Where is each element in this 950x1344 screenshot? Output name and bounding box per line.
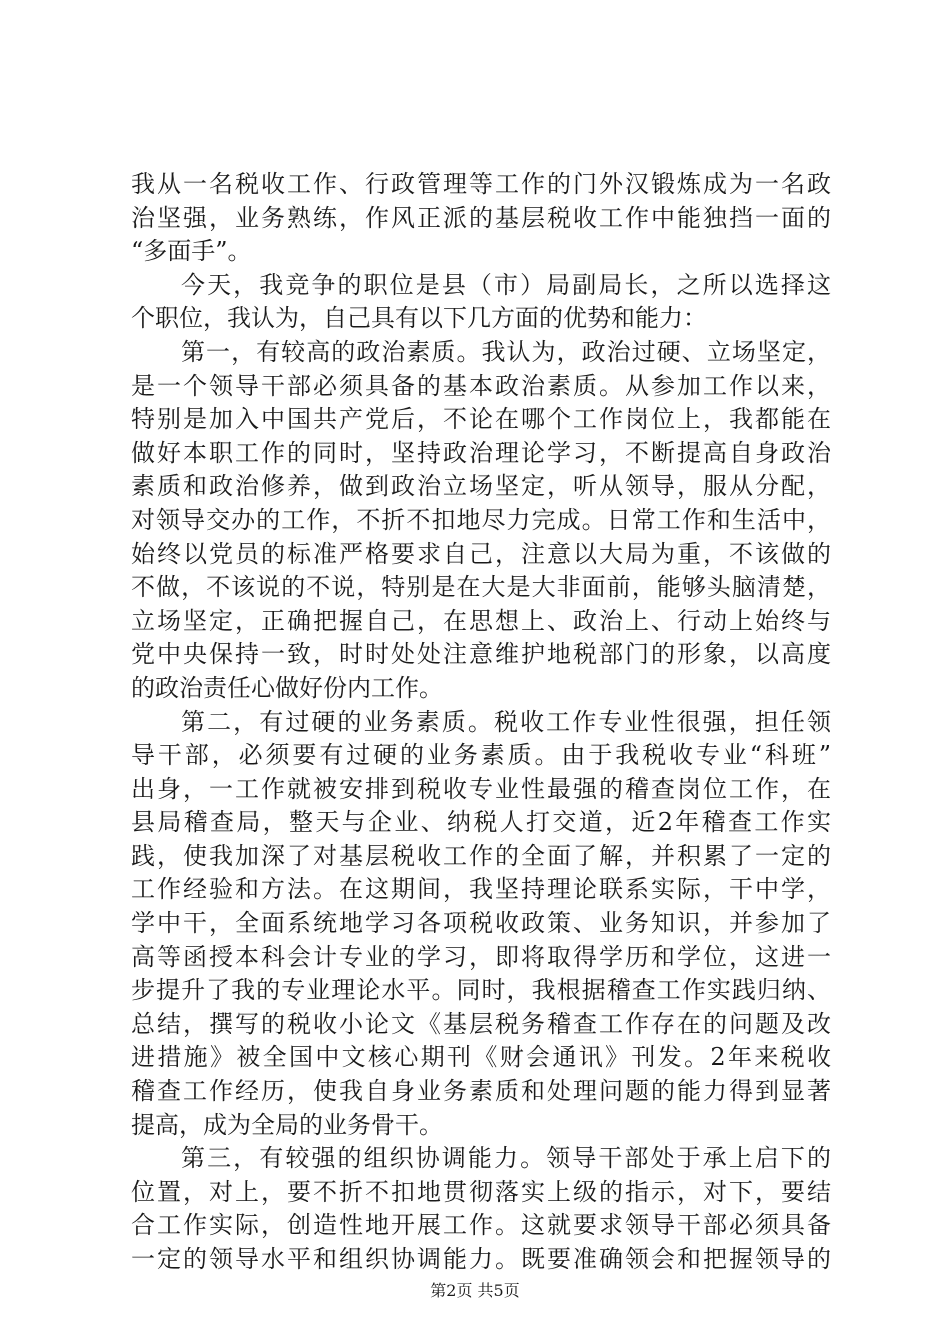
- text-line: 对领导交办的工作，不折不扣地尽力完成。日常工作和生活中，: [131, 505, 831, 534]
- text-line: 步提升了我的专业理论水平。同时，我根据稽查工作实践归纳、: [131, 976, 831, 1005]
- text-line: 位置，对上，要不折不扣地贯彻落实上级的指示，对下，要结: [131, 1177, 831, 1206]
- text-line: 党中央保持一致，时时处处注意维护地税部门的形象，以高度: [131, 640, 831, 669]
- text-line: 是一个领导干部必须具备的基本政治素质。从参加工作以来，: [131, 371, 831, 400]
- text-line: 出身，一工作就被安排到税收专业性最强的稽查岗位工作，在: [131, 774, 831, 803]
- text-line: 进措施》被全国中文核心期刊《财会通讯》刊发。2年来税收: [131, 1043, 831, 1072]
- text-line: 工作经验和方法。在这期间，我坚持理论联系实际，干中学，: [131, 875, 831, 904]
- text-line: 始终以党员的标准严格要求自己，注意以大局为重，不该做的: [131, 539, 831, 568]
- text-line: 践，使我加深了对基层税收工作的全面了解，并积累了一定的: [131, 841, 831, 870]
- text-line: 第二，有过硬的业务素质。税收工作专业性很强，担任领: [181, 707, 831, 736]
- text-line: 总结，撰写的税收小论文《基层税务稽查工作存在的问题及改: [131, 1009, 831, 1038]
- body-text: [131, 168, 831, 1277]
- text-line: “多面手”。: [131, 237, 252, 266]
- text-line: 县局稽查局，整天与企业、纳税人打交道，近2年稽查工作实: [131, 808, 831, 837]
- text-line: 的政治责任心做好份内工作。: [131, 673, 443, 702]
- text-line: 第一，有较高的政治素质。我认为，政治过硬、立场坚定，: [181, 337, 831, 366]
- text-line: 治坚强，业务熟练，作风正派的基层税收工作中能独挡一面的: [131, 203, 831, 232]
- text-line: 做好本职工作的同时，坚持政治理论学习，不断提高自身政治: [131, 438, 831, 467]
- text-line: 不做，不该说的不说，特别是在大是大非面前，能够头脑清楚，: [131, 573, 831, 602]
- text-line: 特别是加入中国共产党后，不论在哪个工作岗位上，我都能在: [131, 405, 831, 434]
- text-line: 提高，成为全局的业务骨干。: [131, 1110, 443, 1139]
- text-line: 我从一名税收工作、行政管理等工作的门外汉锻炼成为一名政: [131, 170, 831, 198]
- text-line: 素质和政治修养，做到政治立场坚定，听从领导，服从分配，: [131, 472, 831, 501]
- text-line: 高等函授本科会计专业的学习，即将取得学历和学位，这进一: [131, 942, 831, 971]
- text-line: 学中干，全面系统地学习各项税收政策、业务知识，并参加了: [131, 909, 831, 938]
- text-line: 立场坚定，正确把握自己，在思想上、政治上、行动上始终与: [131, 606, 831, 635]
- text-line: 合工作实际，创造性地开展工作。这就要求领导干部必须具备: [131, 1211, 831, 1240]
- text-line: 个职位，我认为，自己具有以下几方面的优势和能力：: [131, 304, 707, 333]
- text-line: 第三，有较强的组织协调能力。领导干部处于承上启下的: [181, 1144, 831, 1173]
- text-line: 稽查工作经历，使我自身业务素质和处理问题的能力得到显著: [131, 1077, 831, 1106]
- page-footer: 第2页 共5页: [430, 1281, 520, 1300]
- text-line: 一定的领导水平和组织协调能力。既要准确领会和把握领导的: [131, 1245, 831, 1273]
- text-line: 导干部，必须要有过硬的业务素质。由于我税收专业“科班”: [131, 741, 831, 770]
- text-line: 今天，我竞争的职位是县（市）局副局长，之所以选择这: [181, 270, 831, 299]
